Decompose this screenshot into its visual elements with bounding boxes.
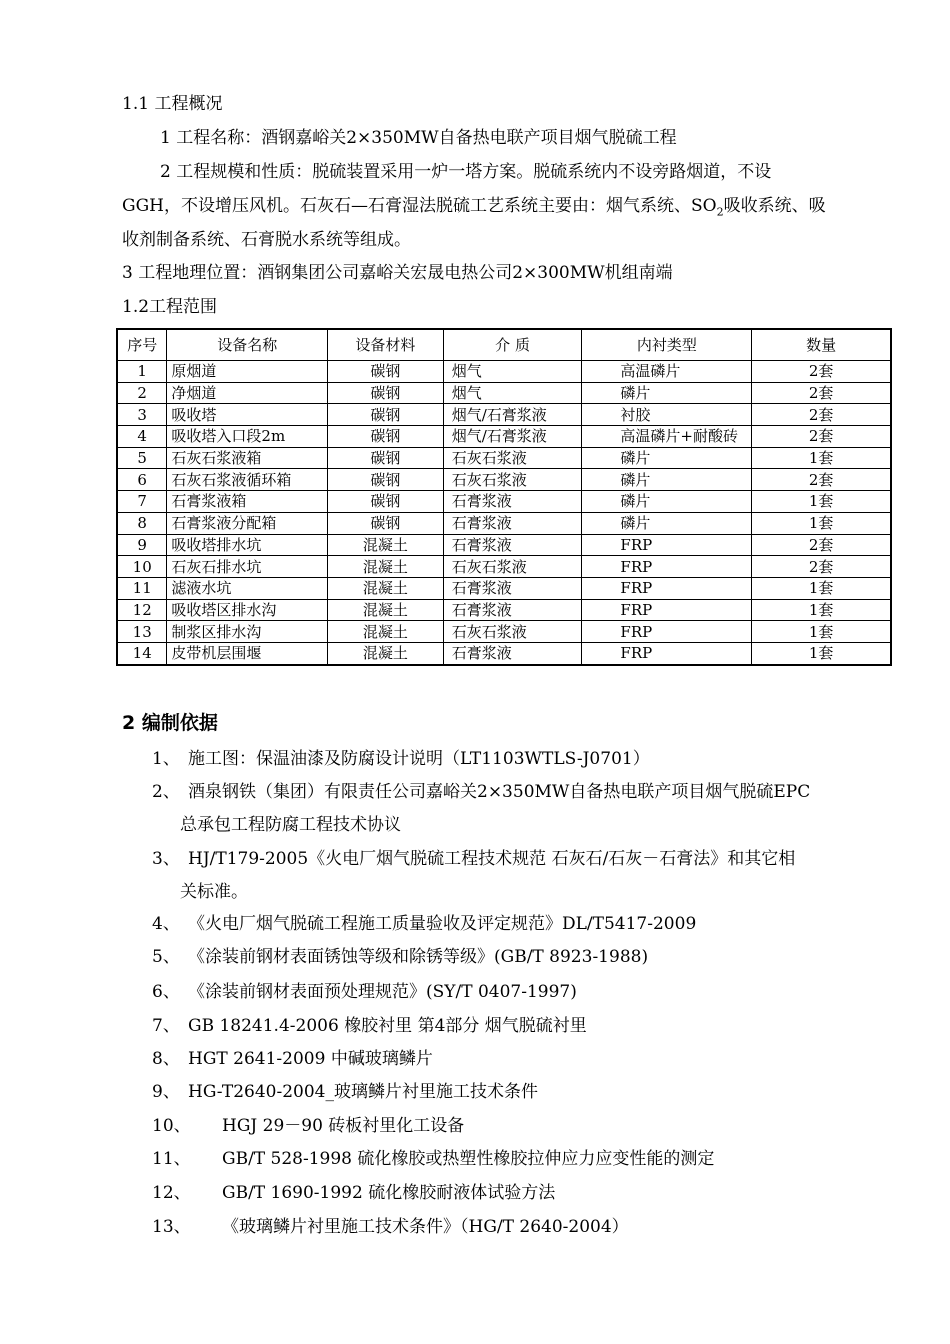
table-cell: 石膏浆液 bbox=[443, 534, 582, 556]
table-cell: 磷片 bbox=[582, 491, 752, 513]
table-cell: 2套 bbox=[752, 534, 891, 556]
reference-number: 5、 bbox=[152, 947, 180, 967]
table-cell: 石灰石浆液 bbox=[443, 447, 582, 469]
reference-text: HGJ 29－90 砖板衬里化工设备 bbox=[222, 1116, 465, 1136]
table-cell: 混凝土 bbox=[328, 534, 444, 556]
table-cell: 磷片 bbox=[582, 382, 752, 404]
reference-number: 7、 bbox=[152, 1016, 180, 1036]
table-cell: 石膏浆液 bbox=[443, 577, 582, 599]
table-cell: 2套 bbox=[752, 382, 891, 404]
header-lining-type: 内衬类型 bbox=[582, 329, 752, 361]
table-cell: 1套 bbox=[752, 577, 891, 599]
reference-text: GB/T 1690-1992 硫化橡胶耐液体试验方法 bbox=[222, 1183, 556, 1203]
table-cell: 制浆区排水沟 bbox=[167, 621, 328, 643]
table-cell: 14 bbox=[117, 642, 167, 664]
table-row bbox=[117, 599, 891, 621]
table-cell: 原烟道 bbox=[167, 361, 328, 383]
table-cell: 2套 bbox=[752, 426, 891, 448]
project-scale-line-2a: GGH，不设增压风机。石灰石—石膏湿法脱硫工艺系统主要由：烟气系统、SO bbox=[122, 196, 717, 216]
section-1-1-title: 1.1 工程概况 bbox=[122, 94, 223, 114]
reference-text: 《玻璃鳞片衬里施工技术条件》（HG/T 2640-2004） bbox=[222, 1217, 629, 1237]
table-cell: 石灰石浆液 bbox=[443, 556, 582, 578]
table-cell: FRP bbox=[582, 599, 752, 621]
table-cell: 石灰石排水坑 bbox=[167, 556, 328, 578]
table-cell: 石膏浆液箱 bbox=[167, 491, 328, 513]
reference-text: HGT 2641-2009 中碱玻璃鳞片 bbox=[188, 1049, 433, 1069]
table-cell: 石膏浆液 bbox=[443, 642, 582, 664]
table-row bbox=[117, 469, 891, 491]
table-cell: 石膏浆液 bbox=[443, 491, 582, 513]
reference-text: GB/T 528-1998 硫化橡胶或热塑性橡胶拉伸应力应变性能的测定 bbox=[222, 1149, 715, 1169]
table-cell: 烟气 bbox=[443, 361, 582, 383]
table-cell: 13 bbox=[117, 621, 167, 643]
table-cell: 混凝土 bbox=[328, 577, 444, 599]
table-row bbox=[117, 577, 891, 599]
reference-number: 8、 bbox=[152, 1049, 180, 1069]
table-cell: 吸收塔区排水沟 bbox=[167, 599, 328, 621]
table-cell: 碳钢 bbox=[328, 361, 444, 383]
header-quantity: 数量 bbox=[752, 329, 891, 361]
table-row bbox=[117, 491, 891, 513]
reference-number: 13、 bbox=[152, 1217, 191, 1237]
table-cell: 石膏浆液分配箱 bbox=[167, 512, 328, 534]
table-cell: 1套 bbox=[752, 512, 891, 534]
header-equipment-name: 设备名称 bbox=[167, 329, 328, 361]
reference-number: 10、 bbox=[152, 1116, 191, 1136]
reference-text: 《涂装前钢材表面预处理规范》(SY/T 0407-1997) bbox=[188, 982, 577, 1002]
table-cell: 烟气 bbox=[443, 382, 582, 404]
table-cell: 烟气/石膏浆液 bbox=[443, 404, 582, 426]
project-scale-line-2b: 吸收系统、吸 bbox=[723, 196, 826, 216]
reference-text: 施工图：保温油漆及防腐设计说明（LT1103WTLS-J0701） bbox=[188, 749, 650, 769]
table-cell: 吸收塔排水坑 bbox=[167, 534, 328, 556]
so2-subscript: 2 bbox=[716, 205, 724, 219]
section-2-title: 2 编制依据 bbox=[122, 712, 218, 734]
table-header-row bbox=[117, 329, 891, 361]
table-cell: 5 bbox=[117, 447, 167, 469]
table-cell: FRP bbox=[582, 556, 752, 578]
table-cell: 滤液水坑 bbox=[167, 577, 328, 599]
table-row bbox=[117, 361, 891, 383]
table-row bbox=[117, 512, 891, 534]
table-cell: 9 bbox=[117, 534, 167, 556]
table-row bbox=[117, 621, 891, 643]
header-material: 设备材料 bbox=[328, 329, 444, 361]
table-cell: FRP bbox=[582, 534, 752, 556]
table-row bbox=[117, 556, 891, 578]
table-cell: 石灰石浆液 bbox=[443, 621, 582, 643]
table-cell: 碳钢 bbox=[328, 512, 444, 534]
table-cell: 磷片 bbox=[582, 469, 752, 491]
reference-number: 3、 bbox=[152, 849, 180, 869]
header-medium: 介 质 bbox=[443, 329, 582, 361]
table-cell: 1 bbox=[117, 361, 167, 383]
reference-text: 《涂装前钢材表面锈蚀等级和除锈等级》(GB/T 8923-1988) bbox=[188, 947, 649, 967]
table-cell: 石膏浆液 bbox=[443, 512, 582, 534]
table-cell: 1套 bbox=[752, 491, 891, 513]
table-cell: 磷片 bbox=[582, 512, 752, 534]
reference-number: 4、 bbox=[152, 914, 180, 934]
table-cell: 碳钢 bbox=[328, 404, 444, 426]
table-cell: 净烟道 bbox=[167, 382, 328, 404]
table-cell: 碳钢 bbox=[328, 469, 444, 491]
project-scale-line-3: 收剂制备系统、石膏脱水系统等组成。 bbox=[122, 230, 411, 250]
reference-number: 9、 bbox=[152, 1082, 180, 1102]
reference-number: 12、 bbox=[152, 1183, 191, 1203]
table-cell: 2套 bbox=[752, 404, 891, 426]
table-cell: 磷片 bbox=[582, 447, 752, 469]
section-1-2-title: 1.2工程范围 bbox=[122, 297, 218, 317]
reference-text: 《火电厂烟气脱硫工程施工质量验收及评定规范》DL/T5417-2009 bbox=[188, 914, 697, 934]
scope-table bbox=[116, 328, 892, 666]
reference-number: 2、 bbox=[152, 782, 180, 802]
table-cell: 1套 bbox=[752, 642, 891, 664]
table-cell: 10 bbox=[117, 556, 167, 578]
table-cell: 碳钢 bbox=[328, 382, 444, 404]
reference-text: GB 18241.4-2006 橡胶衬里 第4部分 烟气脱硫衬里 bbox=[188, 1016, 587, 1036]
table-cell: 混凝土 bbox=[328, 642, 444, 664]
table-cell: 12 bbox=[117, 599, 167, 621]
reference-number: 1、 bbox=[152, 749, 180, 769]
table-cell: 吸收塔 bbox=[167, 404, 328, 426]
table-cell: 1套 bbox=[752, 599, 891, 621]
project-name-line: 1 工程名称：酒钢嘉峪关2×350MW自备热电联产项目烟气脱硫工程 bbox=[160, 128, 677, 148]
table-cell: 碳钢 bbox=[328, 447, 444, 469]
table-row bbox=[117, 404, 891, 426]
table-cell: 2套 bbox=[752, 556, 891, 578]
table-row bbox=[117, 534, 891, 556]
table-cell: 3 bbox=[117, 404, 167, 426]
reference-text: HG-T2640-2004_玻璃鳞片衬里施工技术条件 bbox=[188, 1082, 538, 1102]
table-cell: 7 bbox=[117, 491, 167, 513]
table-cell: 11 bbox=[117, 577, 167, 599]
reference-text-continued: 关标准。 bbox=[180, 882, 248, 902]
table-cell: 石膏浆液 bbox=[443, 599, 582, 621]
reference-number: 11、 bbox=[152, 1149, 191, 1169]
table-row bbox=[117, 426, 891, 448]
table-cell: 2套 bbox=[752, 469, 891, 491]
table-cell: 6 bbox=[117, 469, 167, 491]
project-location-line: 3 工程地理位置：酒钢集团公司嘉峪关宏晟电热公司2×300MW机组南端 bbox=[122, 263, 673, 283]
table-cell: 石灰石浆液箱 bbox=[167, 447, 328, 469]
table-cell: 1套 bbox=[752, 621, 891, 643]
table-cell: 1套 bbox=[752, 447, 891, 469]
table-cell: 碳钢 bbox=[328, 426, 444, 448]
reference-text: 酒泉钢铁（集团）有限责任公司嘉峪关2×350MW自备热电联产项目烟气脱硫EPC bbox=[188, 782, 811, 802]
table-cell: FRP bbox=[582, 642, 752, 664]
table-row bbox=[117, 382, 891, 404]
table-body bbox=[117, 361, 891, 665]
table-cell: 石灰石浆液循环箱 bbox=[167, 469, 328, 491]
table-cell: 高温磷片 bbox=[582, 361, 752, 383]
reference-text-continued: 总承包工程防腐工程技术协议 bbox=[180, 815, 401, 835]
table-cell: 4 bbox=[117, 426, 167, 448]
table-cell: 2 bbox=[117, 382, 167, 404]
table-cell: 8 bbox=[117, 512, 167, 534]
reference-text: HJ/T179-2005《火电厂烟气脱硫工程技术规范 石灰石/石灰－石膏法》和其它相 bbox=[188, 849, 796, 869]
table-cell: 碳钢 bbox=[328, 491, 444, 513]
project-scale-line-1: 2 工程规模和性质：脱硫装置采用一炉一塔方案。脱硫系统内不设旁路烟道，不设 bbox=[160, 162, 772, 182]
table-cell: 2套 bbox=[752, 361, 891, 383]
table-cell: 混凝土 bbox=[328, 556, 444, 578]
table-cell: FRP bbox=[582, 621, 752, 643]
table-cell: 皮带机层围堰 bbox=[167, 642, 328, 664]
table-cell: 高温磷片+耐酸砖 bbox=[582, 426, 752, 448]
table-cell: FRP bbox=[582, 577, 752, 599]
header-seq: 序号 bbox=[117, 329, 167, 361]
project-scale-line-2 bbox=[122, 195, 826, 223]
table-cell: 石灰石浆液 bbox=[443, 469, 582, 491]
table-cell: 混凝土 bbox=[328, 599, 444, 621]
table-cell: 吸收塔入口段2m bbox=[167, 426, 328, 448]
reference-number: 6、 bbox=[152, 982, 180, 1002]
table-cell: 烟气/石膏浆液 bbox=[443, 426, 582, 448]
table-row bbox=[117, 447, 891, 469]
table-cell: 混凝土 bbox=[328, 621, 444, 643]
table-cell: 衬胶 bbox=[582, 404, 752, 426]
table-row bbox=[117, 642, 891, 664]
